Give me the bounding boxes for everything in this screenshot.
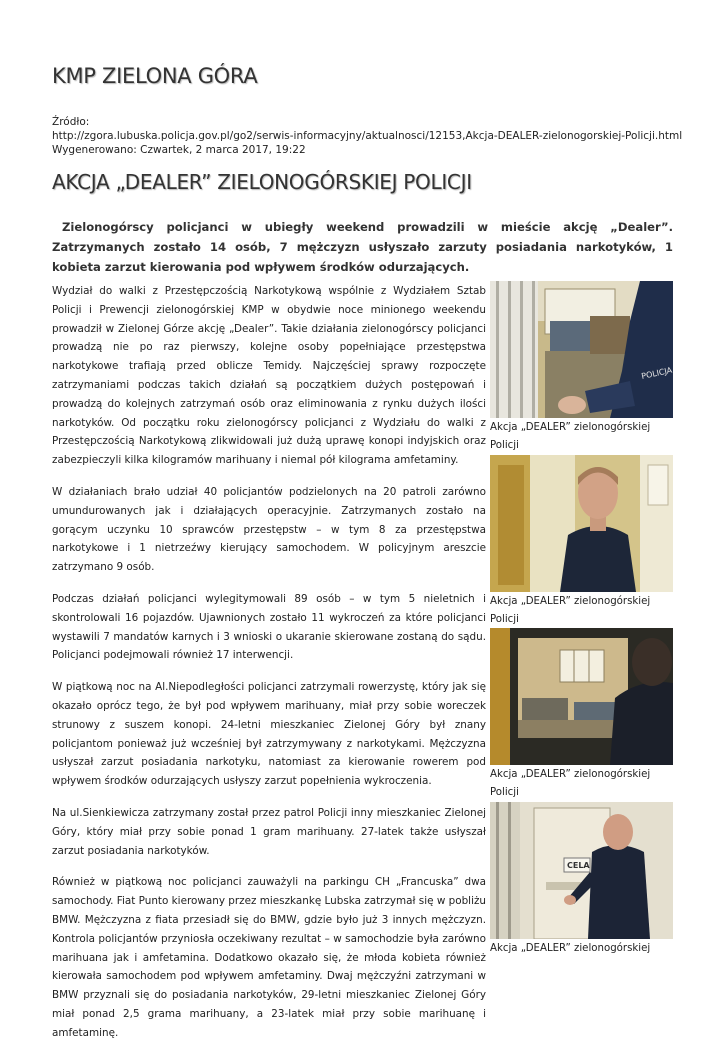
- source-meta: [52, 115, 692, 157]
- cell-sign-text: CELA: [567, 861, 590, 870]
- figure-3: [490, 628, 673, 802]
- source-label: Źródło:: [52, 116, 90, 128]
- article-paragraph: W piątkową noc na Al.Niepodległości policjanci zatrzymali rowerzystę, który jak się okazało oprócz tego, że był pod wpływem marihuany, miał przy sobie woreczek strunowy z suszem konopi. 24-letni mieszkaniec Zielonej Góry był znany policjantom ponieważ już wcześniej był zatrzymywany z narkotykami. Mężczyzna usłyszał zarzut posiadania narkotyku, natomiast za kierowanie rowerem pod wpływem środków odurzających usłyszy zarzut popełnienia wykroczenia.: [52, 681, 486, 788]
- photo-cell-officer-door[interactable]: [490, 281, 673, 418]
- source-url[interactable]: http://zgora.lubuska.policja.gov.pl/go2/serwis-informacyjny/aktualnosci/12153,Akcja-DEALER-zielonogorskiej-Policji.html: [52, 130, 683, 142]
- article-title: AKCJA „DEALER” ZIELONOGÓRSKIEJ POLICJI: [52, 170, 472, 194]
- article-paragraph: Wydział do walki z Przestępczością Narkotykową wspólnie z Wydziałem Sztab Policji i Prewencji zielonogórskiej KMP w obydwie noce minionego weekendu prowadził w Zielonej Górze akcję „Dealer”. Takie działania zielonogórscy policjanci prowadzą nie po raz pierwszy, kolejne osoby popełniające przestępstwa narkotykowe trafiają przed oblicze Temidy. Najczęściej sprawy rozpoczęte zatrzymaniami podczas takich działań są początkiem dużych postępowań i prowadzą do kolejnych zatrzymań osób oraz eliminowania z rynku dużych ilości narkotyków. Od początku roku zielonogórscy policjanci z Wydziału do walki z Przestępczością Narkotykową zlikwidowali już dużą uprawę konopi indyjskich oraz zabezpieczyli kilka kilogramów marihuany i niemal pół kilograma amfetaminy.: [52, 285, 486, 467]
- article-body: [52, 282, 486, 1055]
- figure-caption: Akcja „DEALER” zielonogórskiej: [490, 943, 651, 954]
- figure-caption: Akcja „DEALER” zielonogórskiej Policji: [490, 422, 651, 451]
- uniform-patch-text: POLICJA: [640, 365, 673, 381]
- figure-2: [490, 455, 673, 629]
- figure-4: [490, 802, 673, 958]
- photo-cell-interior[interactable]: [490, 628, 673, 765]
- article-paragraph: Na ul.Sienkiewicza zatrzymany został przez patrol Policji inny mieszkaniec Zielonej Góry, który miał przy sobie ponad 1 gram marihuany. 27-latek także usłyszał zarzut posiadania narkotyków.: [52, 806, 486, 857]
- article-lead: Zielonogórscy policjanci w ubiegły weekend prowadzili w mieście akcję „Dealer”. Zatrzymanych zostało 14 osób, 7 mężczyzn usłyszało zarzuty posiadania narkotyków, 1 kobieta zarzut kierowania pod wpływem środków odurzających.: [52, 220, 673, 274]
- figure-caption: Akcja „DEALER” zielonogórskiej Policji: [490, 596, 651, 625]
- article-paragraph: W działaniach brało udział 40 policjantów podzielonych na 20 patroli zarówno umundurowanych jak i działających operacyjnie. Zatrzymanych zostało na gorącym uczynku 10 sprawców przestępstw – w tym 8 za przestępstwa narkotykowe i 1 nietrzeźwy kierujący samochodem. W policyjnym areszcie zatrzymano 9 osób.: [52, 485, 486, 574]
- figure-caption: Akcja „DEALER” zielonogórskiej Policji: [490, 769, 651, 798]
- photo-officer-cell-door[interactable]: [490, 802, 673, 939]
- figure-1: [490, 281, 673, 455]
- generated-date: Wygenerowano: Czwartek, 2 marca 2017, 19:22: [52, 144, 306, 156]
- article-paragraph: Podczas działań policjanci wylegitymowali 89 osób – w tym 5 nieletnich i skontrolowali 16 pojazdów. Ujawnionych zostało 11 wykroczeń za które policjanci wystawili 7 mandatów karnych i 3 wnioski o ukaranie skierowane zostaną do sądu. Policjanci podejmowali również 17 interwencji.: [52, 592, 486, 662]
- site-title: KMP ZIELONA GÓRA: [52, 64, 258, 88]
- photo-officer-corridor[interactable]: [490, 455, 673, 592]
- article-paragraph: Również w piątkową noc policjanci zauważyli na parkingu CH „Francuska” dwa samochody. Fiat Punto kierowany przez mieszkankę Lubska zatrzymał się w pobliżu BMW. Mężczyzna z fiata przesiadł się do BMW, gdzie było już 3 innych mężczyzn. Kontrola policjantów przyniosła oczekiwany rezultat – w samochodzie była zarówno marihuana jak i amfetamina. Dodatkowo okazało się, że młoda kobieta również kierowała samochodem pod wpływem amfetaminy. Dwaj mężczyźni zatrzymani w BMW przyznali się do posiadania narkotyków, 29-letni mieszkaniec Zielonej Góry miał ponad 2,5 grama marihuany, a 23-latek miał przy sobie marihuanę i amfetaminę.: [52, 876, 486, 1039]
